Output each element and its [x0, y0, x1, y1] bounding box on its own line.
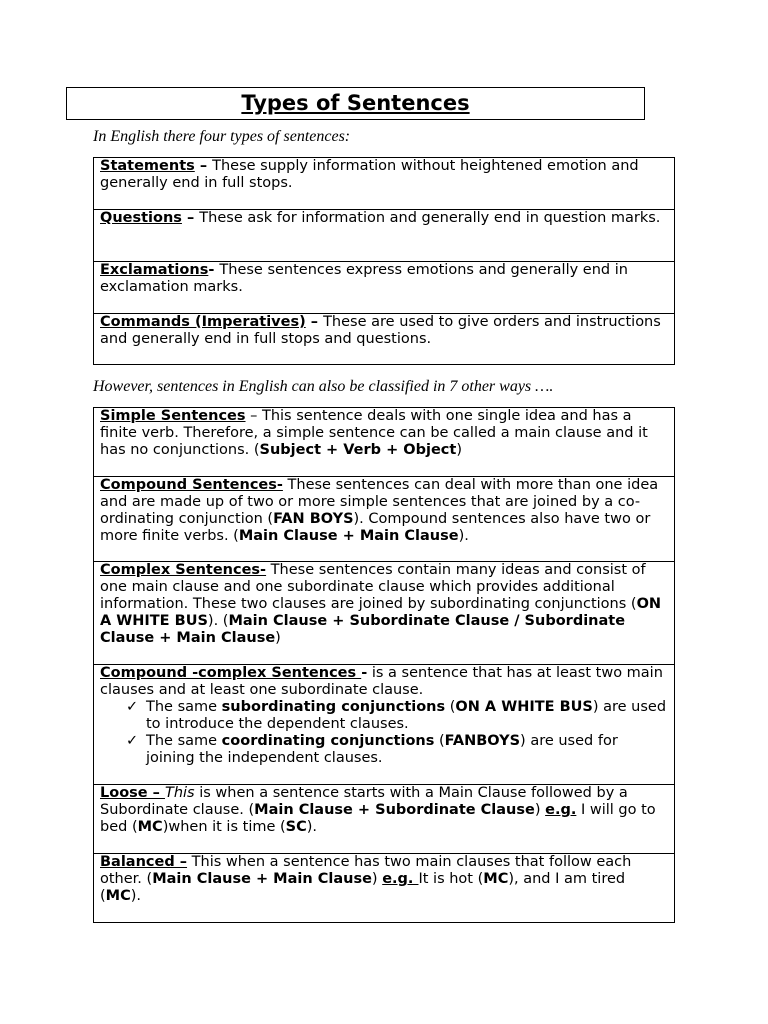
term: Commands (Imperatives): [100, 314, 306, 330]
bullet-list: [100, 699, 668, 767]
checkmark-icon: ✓: [126, 733, 139, 749]
page-title: Types of Sentences: [241, 91, 470, 115]
abbreviation: MC: [483, 871, 509, 887]
text: ).: [130, 888, 142, 904]
text: The same: [146, 699, 222, 715]
text: The same: [146, 733, 222, 749]
text: ).: [306, 819, 318, 835]
term: Balanced –: [100, 854, 188, 870]
intro-text: In English there four types of sentences:: [93, 128, 351, 145]
acronym: FAN BOYS: [273, 511, 354, 527]
text: This: [164, 785, 195, 801]
text: (: [445, 699, 456, 715]
text: ): [371, 871, 383, 887]
acronym: ON A WHITE BUS: [100, 596, 662, 629]
definition: These sentences can deal with more than one idea and are made up of two or more simple sentences that are joined by a co-ordinating conjunction (: [100, 477, 659, 527]
acronym: ON A WHITE BUS: [455, 699, 593, 715]
text: ). Compound sentences also have two or more finite verbs. (: [100, 511, 651, 544]
definition: These sentences express emotions and generally end in exclamation marks.: [100, 262, 628, 295]
definition: These supply information without heightened emotion and generally end in full stops.: [100, 158, 639, 191]
definition: These sentences contain many ideas and consist of one main clause and one subordinate clause which provides additional information. These two clauses are joined by subordinating conjunctions (: [100, 562, 646, 612]
text: ): [534, 802, 546, 818]
separator: –: [305, 314, 324, 330]
text: ) are used for joining the independent clauses.: [146, 733, 618, 766]
definition: These are used to give orders and instructions and generally end in full stops and questions.: [100, 314, 661, 347]
type-commands: [94, 314, 675, 365]
definition: These ask for information and generally end in question marks.: [199, 210, 661, 226]
term: Questions: [100, 210, 182, 226]
term: Complex Sentences-: [100, 562, 267, 578]
basic-types-table: [93, 157, 675, 365]
abbreviation: SC: [285, 819, 307, 835]
definition: is when a sentence starts with a Main Clause followed by a Subordinate clause. (: [100, 785, 628, 818]
text: ), and I am tired (: [100, 871, 626, 904]
term: Loose –: [100, 785, 165, 801]
abbreviation: MC: [137, 819, 163, 835]
text: (: [434, 733, 445, 749]
term: Exclamations: [100, 262, 209, 278]
row-simple: [94, 408, 675, 477]
text: ). (: [207, 613, 229, 629]
list-item: [126, 699, 668, 733]
separator: -: [208, 262, 220, 278]
term: Statements: [100, 158, 195, 174]
separator: -: [361, 665, 368, 681]
definition: This when a sentence has two main clauses that follow each other. (: [100, 854, 632, 887]
term: Compound -complex Sentences: [100, 665, 362, 681]
row-compound-complex: [94, 665, 675, 785]
text: I will go to bed (: [100, 802, 656, 835]
abbreviation: MC: [105, 888, 131, 904]
term: Simple Sentences: [100, 408, 246, 424]
text: subordinating conjunctions: [221, 699, 446, 715]
type-exclamations: [94, 262, 675, 314]
text: ) are used to introduce the dependent clauses.: [146, 699, 667, 732]
row-balanced: [94, 854, 675, 923]
row-loose: [94, 785, 675, 854]
definition: is a sentence that has at least two main clauses and at least one subordinate clause.: [100, 665, 663, 698]
text: ): [275, 630, 281, 646]
text: ): [456, 442, 463, 458]
type-statements: [94, 158, 675, 210]
separator: –: [181, 210, 200, 226]
checkmark-icon: ✓: [126, 699, 139, 715]
formula: Main Clause + Main Clause: [238, 528, 459, 544]
row-compound: [94, 477, 675, 562]
type-questions: [94, 210, 675, 262]
text: coordinating conjunctions: [221, 733, 435, 749]
definition: – This sentence deals with one single idea and has a finite verb. Therefore, a simple sentence can be called a main clause and it has no conjunctions. (: [100, 408, 648, 458]
formula: Main Clause + Subordinate Clause / Subordinate Clause + Main Clause: [100, 613, 626, 646]
row-complex: [94, 562, 675, 665]
term: Compound Sentences-: [100, 477, 283, 493]
intro-text-2: However, sentences in English can also be classified in 7 other ways ….: [93, 378, 554, 395]
classification-table: [93, 407, 675, 923]
text: )when it is time (: [162, 819, 286, 835]
title-box: [66, 87, 645, 120]
example-label: e.g.: [545, 802, 577, 818]
formula: Main Clause + Main Clause: [152, 871, 372, 887]
acronym: FANBOYS: [444, 733, 521, 749]
text: It is hot (: [418, 871, 484, 887]
separator: –: [194, 158, 213, 174]
example-label: e.g.: [382, 871, 419, 887]
formula: Main Clause + Subordinate Clause: [254, 802, 535, 818]
text: ).: [458, 528, 469, 544]
formula: Subject + Verb + Object: [259, 442, 457, 458]
list-item: [126, 733, 668, 767]
